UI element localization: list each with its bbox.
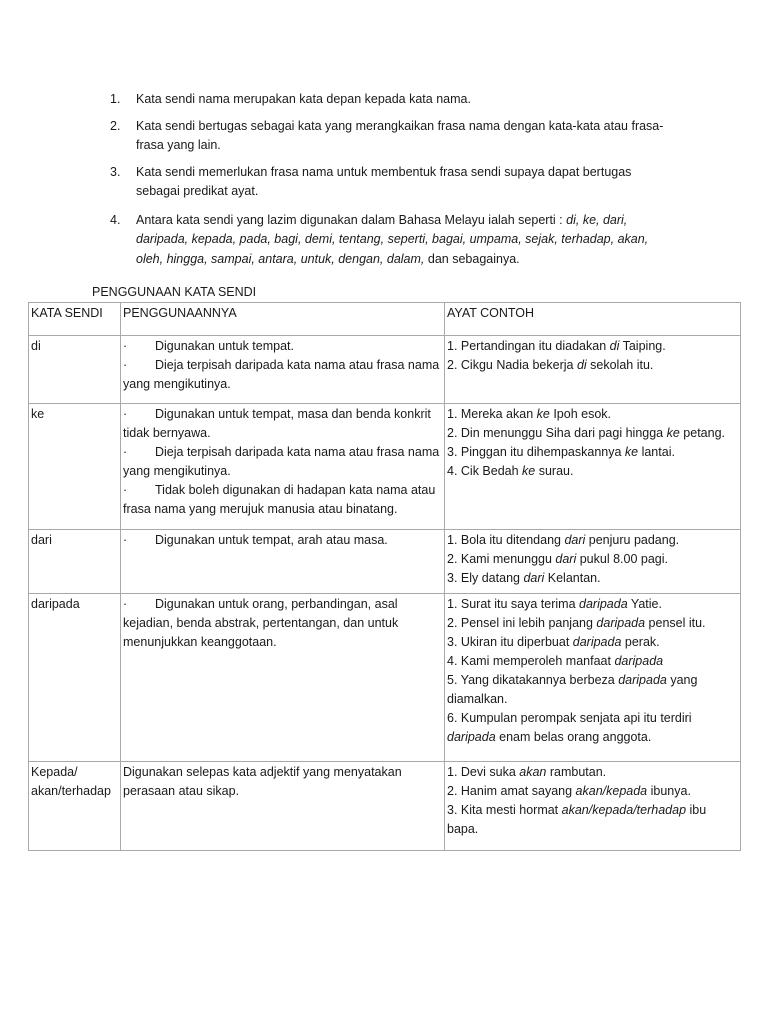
note-number: 1. (110, 92, 121, 106)
usage-line: · Dieja terpisah daripada kata nama atau frasa nama yang mengikutinya. (123, 358, 440, 391)
cell-word: Kepada/ akan/terhadap (29, 762, 121, 851)
table-row (29, 336, 741, 404)
table-row (29, 594, 741, 762)
example-line: 3. Ely datang dari Kelantan. (447, 571, 601, 585)
cell-usage (121, 336, 445, 404)
cell-word: daripada (29, 594, 121, 762)
example-line: 1. Surat itu saya terima daripada Yatie. (447, 597, 662, 611)
example-line: 1. Mereka akan ke Ipoh esok. (447, 407, 611, 421)
kata-sendi-table (28, 302, 741, 851)
cell-examples (445, 336, 741, 404)
note-number: 2. (110, 118, 121, 133)
note-text-lead: Antara kata sendi yang lazim digunakan dalam Bahasa Melayu ialah seperti : (136, 212, 563, 227)
cell-examples (445, 762, 741, 851)
cell-word: ke (29, 404, 121, 530)
example-line: 2. Cikgu Nadia bekerja di sekolah itu. (447, 358, 654, 372)
usage-line: · Digunakan untuk orang, perbandingan, asal kejadian, benda abstrak, pertentangan, dan untuk menunjukkan keanggotaan. (123, 597, 399, 649)
cell-word: di (29, 336, 121, 404)
section-title: PENGGUNAAN KATA SENDI (92, 285, 257, 299)
example-line: 1. Pertandingan itu diadakan di Taiping. (447, 339, 666, 353)
note-item (110, 163, 670, 202)
usage-line: · Digunakan untuk tempat, masa dan benda konkrit tidak bernyawa. (123, 407, 431, 440)
note-text: Kata sendi memerlukan frasa nama untuk membentuk frasa sendi supaya dapat bertugas sebagai predikat ayat. (136, 164, 632, 198)
usage-line: · Tidak boleh digunakan di hadapan kata nama atau frasa nama yang merujuk manusia atau binatang. (123, 483, 436, 516)
example-line: 1. Devi suka akan rambutan. (447, 765, 607, 779)
cell-usage (121, 404, 445, 530)
example-line: 3. Ukiran itu diperbuat daripada perak. (447, 635, 660, 649)
table-row (29, 762, 741, 851)
note-text: Kata sendi bertugas sebagai kata yang merangkaikan frasa nama dengan kata-kata atau frasa-frasa yang lain. (136, 118, 664, 152)
example-line: 3. Kita mesti hormat akan/kepada/terhadap ibu bapa. (447, 803, 707, 836)
example-line: 3. Pinggan itu dihempaskannya ke lantai. (447, 445, 675, 459)
table-row (29, 404, 741, 530)
example-line: 2. Din menunggu Siha dari pagi hingga ke petang. (447, 426, 725, 440)
cell-usage (121, 530, 445, 594)
example-line: 2. Kami menunggu dari pukul 8.00 pagi. (447, 552, 668, 566)
example-line: 5. Yang dikatakannya berbeza daripada yang diamalkan. (447, 673, 698, 706)
example-line: 1. Bola itu ditendang dari penjuru padang. (447, 533, 680, 547)
note-text: Kata sendi nama merupakan kata depan kepada kata nama. (136, 92, 471, 106)
cell-examples (445, 404, 741, 530)
example-line: 6. Kumpulan perompak senjata api itu terdiri daripada enam belas orang anggota. (447, 711, 692, 744)
note-text-tail: dan sebagainya. (427, 251, 520, 266)
example-line: 4. Kami memperoleh manfaat daripada (447, 654, 664, 668)
usage-line: · Digunakan untuk tempat, arah atau masa. (123, 533, 388, 547)
example-line: 2. Hanim amat sayang akan/kepada ibunya. (447, 784, 691, 798)
example-line: 2. Pensel ini lebih panjang daripada pensel itu. (447, 616, 706, 630)
cell-usage: Digunakan selepas kata adjektif yang menyatakan perasaan atau sikap. (121, 762, 445, 851)
note-text-italic-list: di, ke, dari, daripada, kepada, pada, bagi, demi, tentang, seperti, bagai, umpama, sejak, terhadap, akan, oleh, hingga, sampai, antara, untuk, dengan, dalam, (136, 212, 649, 266)
header-kata-sendi: KATA SENDI (29, 303, 121, 336)
cell-examples (445, 594, 741, 762)
cell-word: dari (29, 530, 121, 594)
table-row (29, 530, 741, 594)
usage-line: · Dieja terpisah daripada kata nama atau frasa nama yang mengikutinya. (123, 445, 440, 478)
table-header-row (29, 303, 741, 336)
cell-examples (445, 530, 741, 594)
header-penggunaannya: PENGGUNAANNYA (121, 303, 445, 336)
header-ayat-contoh: AYAT CONTOH (445, 303, 741, 336)
note-number: 3. (110, 164, 121, 179)
usage-line: · Digunakan untuk tempat. (123, 339, 294, 353)
example-line: 4. Cik Bedah ke surau. (447, 464, 574, 478)
note-number: 4. (110, 212, 121, 227)
note-item (110, 117, 670, 156)
cell-usage (121, 594, 445, 762)
notes-list (110, 90, 670, 276)
note-item (110, 211, 670, 270)
note-item (110, 90, 670, 110)
